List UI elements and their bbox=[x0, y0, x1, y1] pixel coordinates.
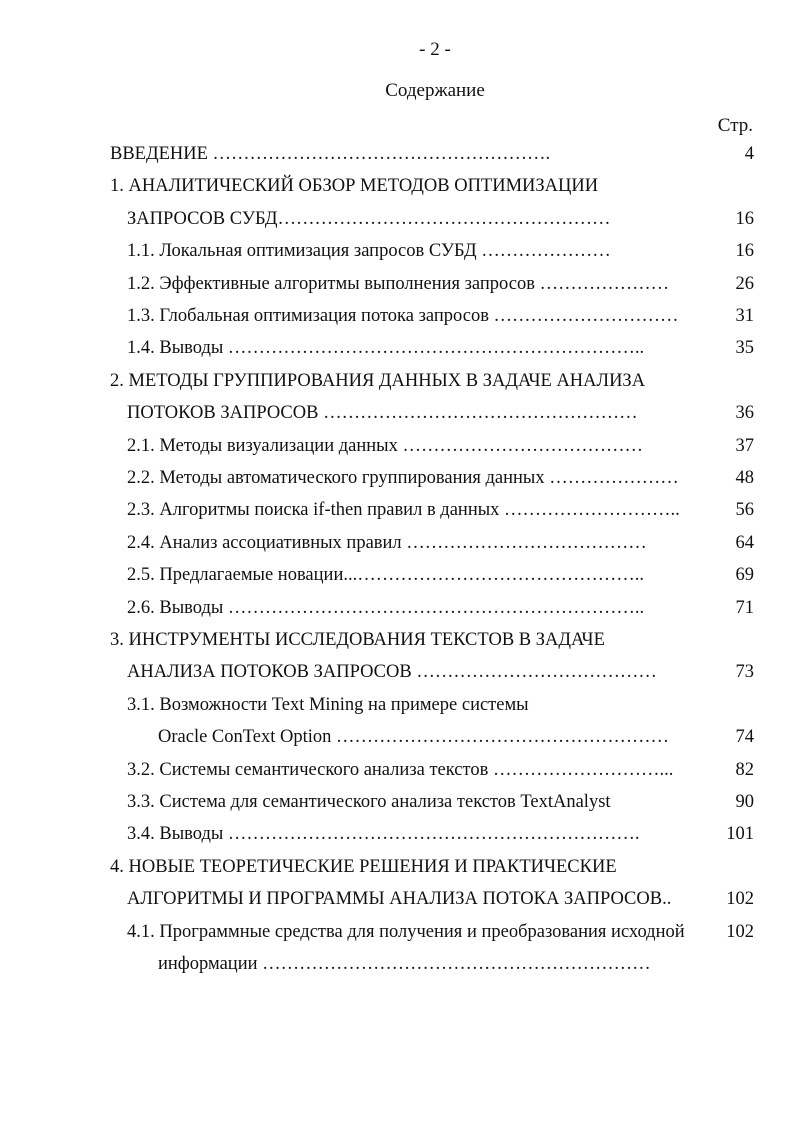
toc-entry-page: 35 bbox=[735, 338, 754, 359]
toc-entry bbox=[0, 462, 798, 494]
toc-entry bbox=[0, 365, 798, 397]
toc-entry bbox=[0, 624, 798, 656]
toc-entry bbox=[0, 527, 798, 559]
toc-entry-title: 2.6. Выводы ………………………………………………………….. bbox=[127, 597, 645, 618]
toc-entry-page: 16 bbox=[735, 208, 754, 229]
page-title: Содержание bbox=[385, 80, 485, 101]
toc-entry-title: 1.4. Выводы ………………………………………………………….. bbox=[127, 338, 645, 359]
toc-entry-page: 16 bbox=[735, 241, 754, 262]
toc-entry-title: 3.4. Выводы …………………………………………………………. bbox=[127, 824, 640, 845]
toc-entry bbox=[0, 721, 798, 753]
toc-entry-title: 3.2. Системы семантического анализа текстов ………………………... bbox=[127, 759, 674, 780]
toc-entry-page: 73 bbox=[735, 662, 754, 683]
toc-entry bbox=[0, 430, 798, 462]
toc-entry-page: 74 bbox=[735, 727, 754, 748]
toc-entry-title: 2.5. Предлагаемые новации...……………………………………….. bbox=[127, 565, 644, 586]
toc-entry-title: 1. АНАЛИТИЧЕСКИЙ ОБЗОР МЕТОДОВ ОПТИМИЗАЦИИ bbox=[110, 176, 599, 197]
toc-entry bbox=[0, 754, 798, 786]
toc-entry-page: 64 bbox=[735, 532, 754, 553]
toc-entry bbox=[0, 883, 798, 915]
toc-entry-title: ПОТОКОВ ЗАПРОСОВ …………………………………………… bbox=[127, 403, 638, 424]
toc-entry-page: 36 bbox=[735, 403, 754, 424]
toc-entry-title: АЛГОРИТМЫ И ПРОГРАММЫ АНАЛИЗА ПОТОКА ЗАПРОСОВ.. bbox=[127, 889, 672, 910]
page-number: - 2 - bbox=[419, 39, 451, 60]
toc-entry bbox=[0, 851, 798, 883]
toc-entry bbox=[0, 268, 798, 300]
toc-entry-page: 37 bbox=[735, 435, 754, 456]
toc-entry bbox=[0, 332, 798, 364]
page-column-header: Стр. bbox=[717, 115, 753, 136]
toc-entry-title: 3.1. Возможности Text Mining на примере системы bbox=[127, 694, 529, 715]
toc-entry bbox=[0, 494, 798, 526]
toc-entry-title: 2.2. Методы автоматического группирования данных ………………… bbox=[127, 468, 679, 488]
toc-entry bbox=[0, 170, 798, 202]
toc-entry-title: 1.1. Локальная оптимизация запросов СУБД ………………… bbox=[127, 241, 611, 262]
toc-entry-page: 31 bbox=[735, 306, 754, 326]
toc-entry-title: АНАЛИЗА ПОТОКОВ ЗАПРОСОВ ………………………………… bbox=[127, 662, 657, 683]
toc-entry-page: 102 bbox=[726, 921, 754, 942]
toc-entry-page: 71 bbox=[735, 597, 754, 618]
toc-entry-title: 2.4. Анализ ассоциативных правил ………………………………… bbox=[127, 532, 647, 553]
toc-entry bbox=[0, 559, 798, 591]
toc-entry-title: 2. МЕТОДЫ ГРУППИРОВАНИЯ ДАННЫХ В ЗАДАЧЕ АНАЛИЗА bbox=[110, 370, 646, 391]
toc-entry-title: 3. ИНСТРУМЕНТЫ ИССЛЕДОВАНИЯ ТЕКСТОВ В ЗАДАЧЕ bbox=[110, 630, 605, 650]
toc-entry-title: 2.3. Алгоритмы поиска if-then правил в данных ……………………….. bbox=[127, 500, 680, 521]
toc-entry bbox=[0, 592, 798, 624]
toc-entry bbox=[0, 300, 798, 332]
toc-entry bbox=[0, 203, 798, 235]
toc-entry-title: 4. НОВЫЕ ТЕОРЕТИЧЕСКИЕ РЕШЕНИЯ И ПРАКТИЧЕСКИЕ bbox=[110, 856, 617, 877]
toc-entry-title: информации ……………………………………………………… bbox=[158, 954, 651, 974]
toc-entry-page: 48 bbox=[735, 468, 754, 488]
toc-entry-page: 101 bbox=[726, 824, 754, 845]
toc-entry bbox=[0, 689, 798, 721]
toc-entry-page: 102 bbox=[726, 889, 754, 910]
toc-entry bbox=[0, 948, 798, 980]
toc-entry bbox=[0, 916, 798, 948]
toc-entry bbox=[0, 656, 798, 688]
toc-entry-title: ЗАПРОСОВ СУБД……………………………………………… bbox=[127, 208, 611, 229]
toc-entry-title: 2.1. Методы визуализации данных ………………………………… bbox=[127, 435, 643, 456]
toc-entry-page: 26 bbox=[735, 273, 754, 294]
toc-entry-page: 56 bbox=[735, 500, 754, 521]
toc-entry bbox=[0, 138, 798, 170]
toc-entry bbox=[0, 397, 798, 429]
toc-entry bbox=[0, 818, 798, 850]
toc-entry-title: 1.2. Эффективные алгоритмы выполнения запросов ………………… bbox=[127, 273, 670, 294]
toc-entry-page: 82 bbox=[735, 759, 754, 780]
toc-entry-page: 69 bbox=[735, 565, 754, 586]
toc-entry-title: 3.3. Система для семантического анализа текстов TextAnalyst bbox=[127, 792, 611, 812]
toc-entry-title: 4.1. Программные средства для получения и преобразования исходной bbox=[127, 921, 685, 942]
toc-entry-title: ВВЕДЕНИЕ ………………………………………………. bbox=[110, 144, 551, 164]
toc-entry-title: 1.3. Глобальная оптимизация потока запросов ………………………… bbox=[127, 306, 679, 326]
toc-entry bbox=[0, 235, 798, 267]
toc-entry-page: 4 bbox=[744, 144, 754, 164]
toc-entry-page: 90 bbox=[735, 792, 754, 812]
toc-entry bbox=[0, 786, 798, 818]
toc-entry-title: Oracle ConText Option ……………………………………………… bbox=[158, 727, 670, 748]
